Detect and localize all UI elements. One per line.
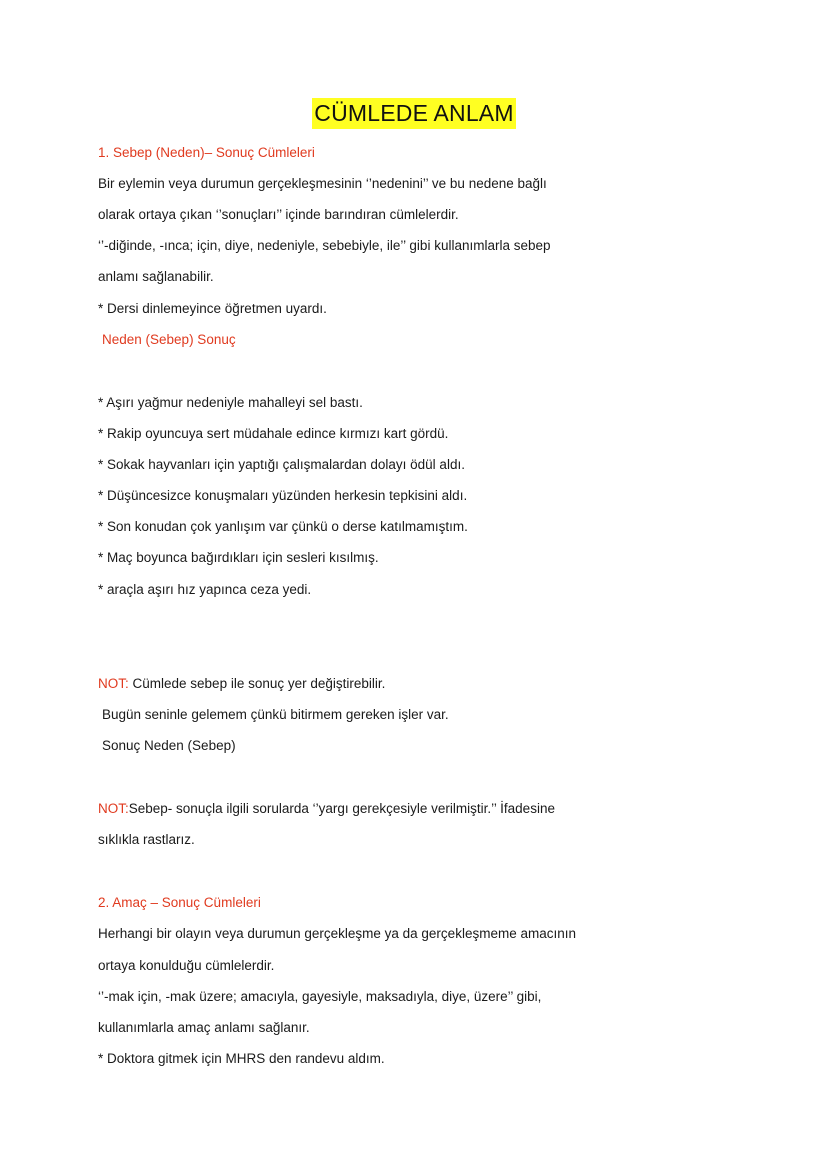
note1-text: Cümlede sebep ile sonuç yer değiştirebilir. — [128, 676, 386, 691]
list-item: * Son konudan çok yanlışım var çünkü o derse katılmamıştım. — [98, 519, 468, 534]
list-item: * Sokak hayvanları için yaptığı çalışmalardan dolayı ödül aldı. — [98, 457, 465, 472]
section1-usage-line1: ‘’-diğinde, -ınca; için, diye, nedeniyle, sebebiyle, ile’’ gibi kullanımlarla sebep — [98, 238, 551, 253]
list-item: * araçla aşırı hız yapınca ceza yedi. — [98, 582, 312, 597]
list-item: * Düşüncesizce konuşmaları yüzünden herkesin tepkisini aldı. — [98, 488, 468, 503]
list-item: * Rakip oyuncuya sert müdahale edince kırmızı kart gördü. — [98, 426, 449, 441]
note2-text: Sebep- sonuçla ilgili sorularda ‘’yargı gerekçesiyle verilmiştir.’’ İfadesine — [128, 801, 555, 816]
note2-label: NOT: — [98, 801, 129, 816]
title-wrapper — [0, 98, 828, 129]
section1-pattern-label: Neden (Sebep) Sonuç — [102, 332, 236, 347]
note1 — [98, 675, 385, 693]
section1-definition-line1: Bir eylemin veya durumun gerçekleşmesinin ‘’nedenini’’ ve bu nedene bağlı — [98, 176, 547, 191]
section2-example-first: * Doktora gitmek için MHRS den randevu aldım. — [98, 1051, 385, 1066]
section1-heading: 1. Sebep (Neden)– Sonuç Cümleleri — [98, 145, 315, 160]
section2-definition-line1: Herhangi bir olayın veya durumun gerçekleşme ya da gerçekleşmeme amacının — [98, 926, 576, 941]
note2-text-line2: sıklıkla rastlarız. — [98, 832, 195, 847]
note1-example: Bugün seninle gelemem çünkü bitirmem gereken işler var. — [102, 707, 449, 722]
section2-definition-line2: ortaya konulduğu cümlelerdir. — [98, 958, 275, 973]
note2 — [98, 800, 555, 818]
section1-example-first: * Dersi dinlemeyince öğretmen uyardı. — [98, 301, 327, 316]
note1-label: NOT: — [98, 676, 129, 691]
section2-usage-line1: ‘’-mak için, -mak üzere; amacıyla, gayesiyle, maksadıyla, diye, üzere’’ gibi, — [98, 989, 542, 1004]
list-item: * Aşırı yağmur nedeniyle mahalleyi sel bastı. — [98, 395, 363, 410]
section1-definition-line2: olarak ortaya çıkan ‘’sonuçları’’ içinde barındıran cümlelerdir. — [98, 207, 459, 222]
section2-heading: 2. Amaç – Sonuç Cümleleri — [98, 895, 261, 910]
page-title: CÜMLEDE ANLAM — [312, 98, 515, 129]
section2-usage-line2: kullanımlarla amaç anlamı sağlanır. — [98, 1020, 310, 1035]
list-item: * Maç boyunca bağırdıkları için sesleri kısılmış. — [98, 550, 379, 565]
note1-pattern: Sonuç Neden (Sebep) — [102, 738, 236, 753]
section1-usage-line2: anlamı sağlanabilir. — [98, 269, 214, 284]
